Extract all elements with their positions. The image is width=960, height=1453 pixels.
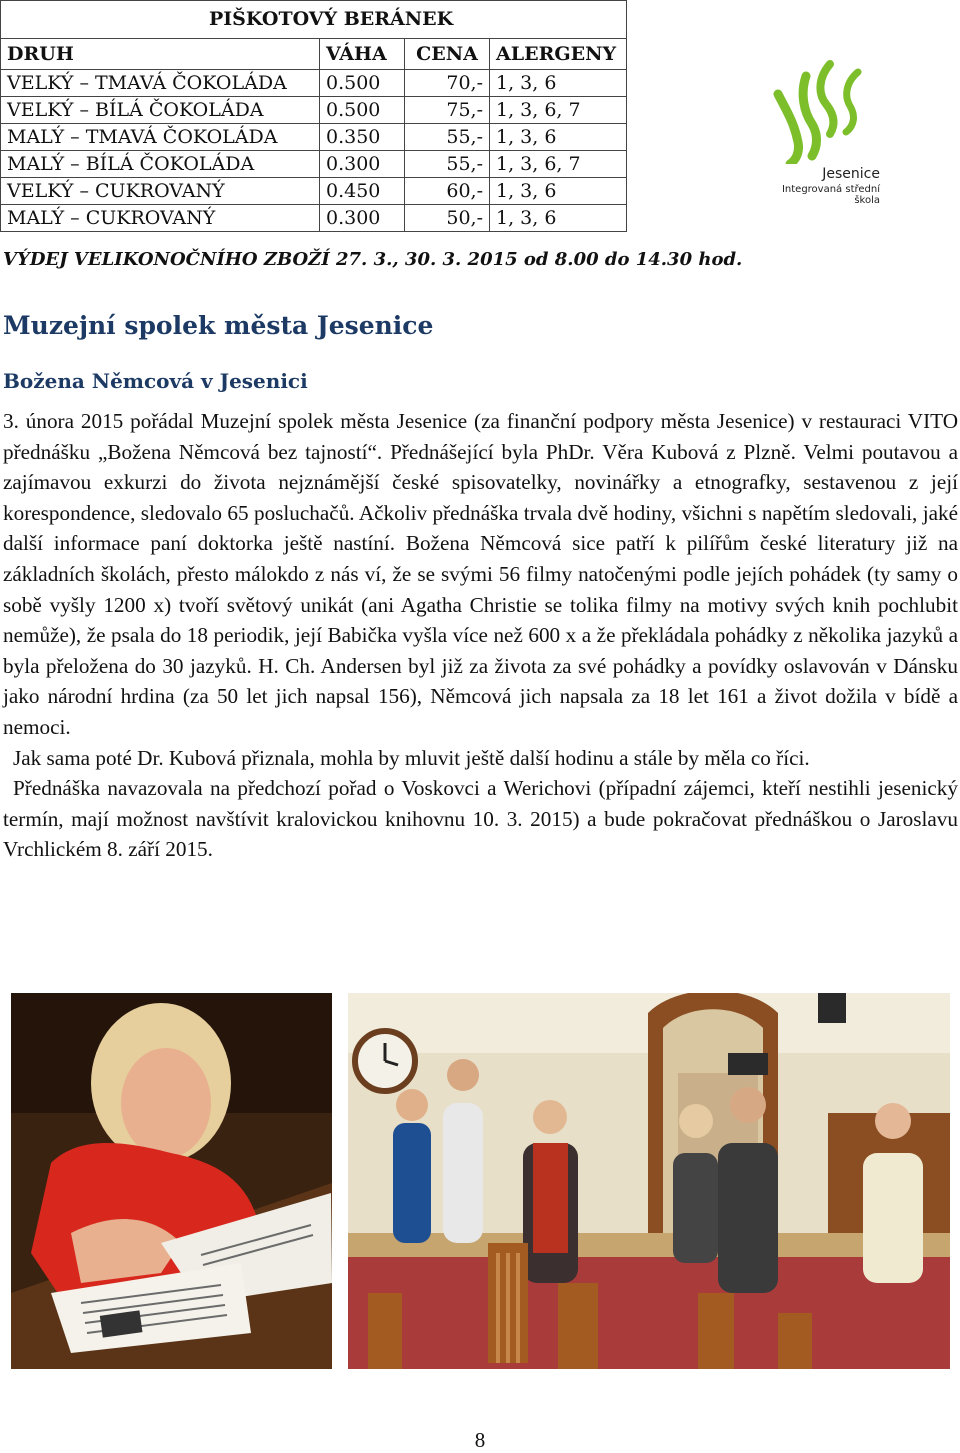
logo-subtitle: Integrovaná střední škola (781, 184, 880, 206)
cell-druh: VELKÝ – CUKROVANÝ (1, 178, 320, 205)
cell-cena: 75,- (405, 97, 490, 124)
cell-cena: 55,- (405, 151, 490, 178)
photo-restaurant-audience (348, 993, 950, 1369)
logo-name: Jesenice (822, 166, 880, 182)
cell-alergeny: 1, 3, 6 (490, 124, 627, 151)
page-number: 8 (474, 1428, 486, 1452)
price-table-header-row (1, 39, 627, 70)
header-druh: DRUH (1, 39, 320, 70)
table-row (1, 178, 627, 205)
cell-vaha: 0.300 (320, 151, 405, 178)
table-row (1, 97, 627, 124)
article-subtitle: Božena Němcová v Jesenici (3, 369, 308, 393)
cell-vaha: 0.300 (320, 205, 405, 232)
cell-druh: MALÝ – BÍLÁ ČOKOLÁDA (1, 151, 320, 178)
table-row (1, 70, 627, 97)
easter-pickup-note: VÝDEJ VELIKONOČNÍHO ZBOŽÍ 27. 3., 30. 3. 2015 od 8.00 do 14.30 hod. (3, 249, 743, 270)
price-table-title: PIŠKOTOVÝ BERÁNEK (1, 1, 627, 39)
photo-lecturer-documents (11, 993, 332, 1369)
cell-alergeny: 1, 3, 6 (490, 70, 627, 97)
cell-cena: 70,- (405, 70, 490, 97)
cell-alergeny: 1, 3, 6, 7 (490, 97, 627, 124)
header-vaha: VÁHA (320, 39, 405, 70)
leaf-logo-icon (760, 60, 880, 164)
cell-alergeny: 1, 3, 6 (490, 205, 627, 232)
cell-druh: MALÝ – CUKROVANÝ (1, 205, 320, 232)
school-logo (760, 60, 880, 206)
price-table (0, 0, 627, 232)
cell-alergeny: 1, 3, 6, 7 (490, 151, 627, 178)
article-paragraph: 3. února 2015 pořádal Muzejní spolek města Jesenice (za finanční podpory města Jesenice) v restauraci VITO přednášku „Božena Němcová bez tajností“. Přednášející byla PhDr. Věra Kubová z Plzně. Velmi poutavou a zajímavou exkurzi do života nejznámější české spisovatelky, novinářky a etnografky, sestavenou z její korespondence, sledovalo 65 posluchačů. Ačkoliv přednáška trvala dvě hodiny, všichni s napětím sledovali, jaké další informace paní doktorka ještě nastíní. Božena Němcová sice patří k pilířům české literatury již na základních školách, přesto málokdo z nás ví, že se svými 56 filmy natočenými podle jejích pohádek (ty samy o sobě vyšly 1200 x) tvoří světový unikát (ani Agatha Christie se tolika filmy na motivy svých knih pochlubit nemůže), že psala do 18 periodik, její Babička vyšla více než 600 x a že překládala pohádky z několika jazyků a byla přeložena do 30 jazyků. H. Ch. Andersen byl již za života za své pohádky a povídky oslavován v Dánsku jako národní hrdina (za 50 let jich napsal 156), Němcová jich napsala za 18 let 161 a život dožila v bídě a nemoci. (3, 409, 958, 739)
header-cena: CENA (405, 39, 490, 70)
cell-alergeny: 1, 3, 6 (490, 178, 627, 205)
cell-cena: 50,- (405, 205, 490, 232)
cell-vaha: 0.500 (320, 70, 405, 97)
cell-vaha: 0.350 (320, 124, 405, 151)
table-row (1, 124, 627, 151)
price-table-title-row (1, 1, 627, 39)
cell-cena: 55,- (405, 124, 490, 151)
cell-cena: 60,- (405, 178, 490, 205)
cell-vaha: 0.500 (320, 97, 405, 124)
section-title: Muzejní spolek města Jesenice (3, 311, 434, 340)
cell-druh: VELKÝ – BÍLÁ ČOKOLÁDA (1, 97, 320, 124)
cell-vaha: 0.450 (320, 178, 405, 205)
cell-druh: MALÝ – TMAVÁ ČOKOLÁDA (1, 124, 320, 151)
table-row (1, 205, 627, 232)
article-body (3, 406, 958, 865)
cell-druh: VELKÝ – TMAVÁ ČOKOLÁDA (1, 70, 320, 97)
article-paragraph: Jak sama poté Dr. Kubová přiznala, mohla by mluvit ještě další hodinu a stále by měla co říci. (13, 745, 810, 770)
article-paragraph: Přednáška navazovala na předchozí pořad o Voskovci a Werichovi (případní zájemci, kteří nestihli jesenický termín, mají možnost navštívit kralovickou knihovnu 10. 3. 2015) a bude pokračovat přednáškou o Jaroslavu Vrchlickém 8. září 2015. (3, 776, 958, 862)
table-row (1, 151, 627, 178)
header-alergeny: ALERGENY (490, 39, 627, 70)
